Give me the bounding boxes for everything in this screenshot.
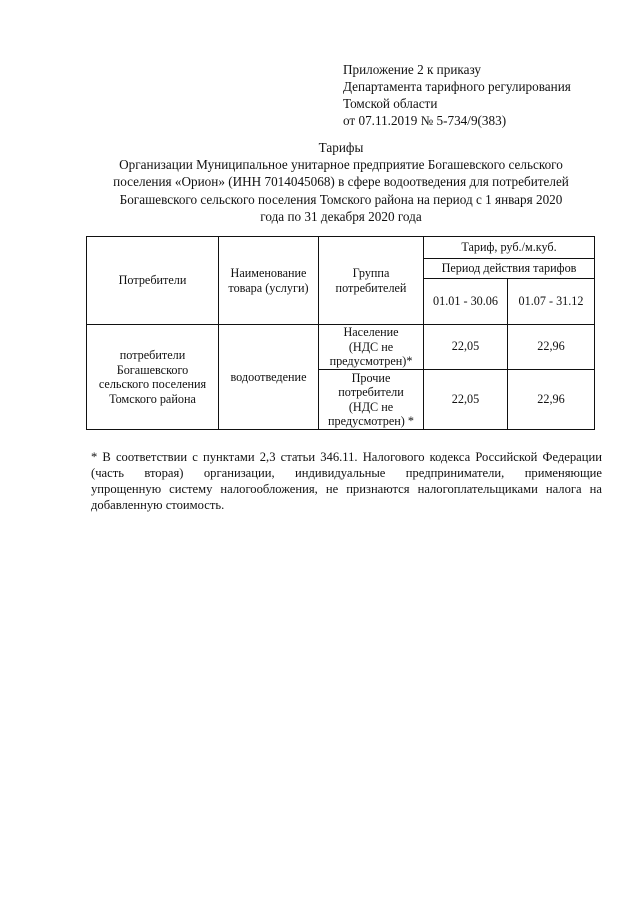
tariff-value-2: 22,96: [508, 370, 595, 430]
group-cell: [319, 325, 424, 370]
footnote-line: (часть вторая) организации, индивидуальные предприниматели, применяющие: [91, 466, 602, 480]
tariff-value-1: 22,05: [424, 325, 508, 370]
footnote: [91, 449, 602, 513]
header-group-line: потребителей: [335, 280, 407, 295]
footnote-line: добавленную стоимость.: [91, 498, 225, 512]
title-line: Организации Муниципальное унитарное предприятие Богашевского сельского: [119, 157, 563, 173]
footnote-line: упрощенную систему налогообложения, не признаются налогоплательщиками налога на: [91, 482, 602, 496]
header-group-line: Группа: [352, 266, 390, 280]
group-line: (НДС не: [348, 339, 394, 354]
title-line: года по 31 декабря 2020 года: [260, 208, 422, 224]
appendix-header: [343, 61, 633, 129]
header-goods-line: Наименование: [230, 266, 307, 280]
footnote-line: * В соответствии с пунктами 2,3 статьи 346.11. Налогового кодекса Российской Федерации: [91, 450, 602, 464]
consumer-line: сельского поселения: [98, 377, 207, 391]
header-period-2: 01.07 - 31.12: [508, 279, 595, 325]
header-period: Период действия тарифов: [424, 259, 595, 279]
header-consumers: Потребители: [87, 237, 219, 325]
group-cell: [319, 370, 424, 430]
header-period-1: 01.01 - 30.06: [424, 279, 508, 325]
title-line: Богашевского сельского поселения Томского района на период с 1 января 2020: [119, 191, 563, 207]
consumer-line: Томского района: [109, 391, 196, 406]
consumer-line: Богашевского: [116, 362, 189, 377]
group-line: предусмотрен)*: [329, 354, 413, 369]
appendix-line: от 07.11.2019 № 5-734/9(383): [343, 113, 507, 128]
group-line: Население: [343, 325, 399, 340]
consumer-line: потребители: [119, 348, 186, 362]
appendix-line: Приложение 2 к приказу: [343, 62, 481, 77]
service-cell: водоотведение: [219, 325, 319, 430]
consumer-cell: [87, 325, 219, 430]
table-row: [87, 325, 595, 370]
group-line: предусмотрен) *: [328, 414, 414, 428]
header-tariff: Тариф, руб./м.куб.: [424, 237, 595, 259]
header-goods-line: товара (услуги): [228, 280, 309, 295]
group-line: потребители: [338, 385, 404, 399]
title-line: поселения «Орион» (ИНН 7014045068) в сфере водоотведения для потребителей: [113, 174, 569, 190]
title-heading: Тарифы: [318, 140, 364, 155]
group-line: (НДС не: [348, 399, 394, 414]
document-title: [90, 139, 592, 225]
tariff-table: [86, 236, 595, 430]
appendix-line: Департамента тарифного регулирования: [343, 79, 571, 94]
appendix-line: Томской области: [343, 96, 438, 111]
header-goods: [219, 237, 319, 325]
tariff-value-2: 22,96: [508, 325, 595, 370]
group-line: Прочие: [351, 370, 391, 385]
tariff-value-1: 22,05: [424, 370, 508, 430]
header-group: [319, 237, 424, 325]
